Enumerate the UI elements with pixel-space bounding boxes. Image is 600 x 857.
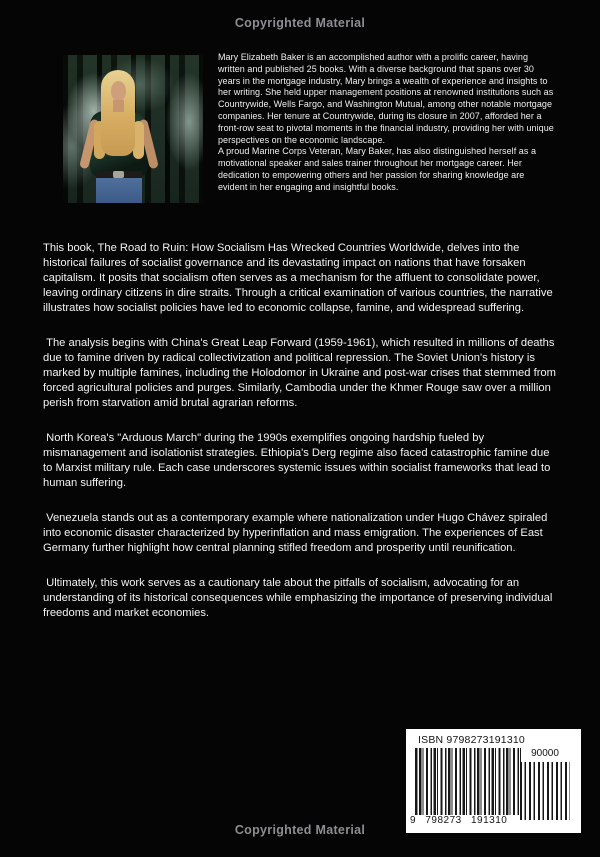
price-code-label: 90000	[531, 748, 559, 759]
photo-figure-face	[111, 81, 126, 101]
supplemental-barcode-bars	[520, 762, 570, 820]
book-synopsis	[43, 241, 559, 641]
photo-figure-neck	[113, 100, 124, 112]
author-bio	[218, 52, 555, 194]
ean-barcode-digits: 9 798273 191310	[410, 815, 508, 826]
photo-figure-jeans	[96, 175, 142, 203]
ean-barcode-bars	[415, 748, 521, 815]
photo-figure-belt-buckle	[113, 171, 124, 178]
isbn-label: ISBN 9798273191310	[418, 734, 525, 746]
synopsis-paragraph: This book, The Road to Ruin: How Socialism Has Wrecked Countries Worldwide, delves into the historical failures of socialist governance and its devastating impact on nations that have forsaken capitalism. It posits that socialism often serves as a mechanism for the affluent to consolidate power, leaving ordinary citizens in dire straits. Through a critical examination of various countries, the narrative illustrates how socialist policies have led to economic collapse, famine, and widespread suffering.	[43, 242, 556, 314]
author-photo	[63, 55, 203, 203]
synopsis-paragraph: North Korea's "Arduous March" during the 1990s exemplifies ongoing hardship fueled by mismanagement and isolationist strategies. Ethiopia's Derg regime also faced catastrophic famine due to Marxist military rule. Each case underscores systemic issues within socialist frameworks that lead to human suffering.	[43, 432, 554, 489]
synopsis-paragraph: Ultimately, this work serves as a cautionary tale about the pitfalls of socialism, advocating for an understanding of its historical consequences while emphasizing the importance of preserving individual freedoms and market economies.	[43, 577, 556, 619]
author-bio-paragraph: Mary Elizabeth Baker is an accomplished author with a prolific career, having written and published 25 books. With a diverse background that spans over 30 years in the mortgage industry, Mary brings a wealth of experience and insights to her writing. She held upper management positions at renowned institutions such as Countrywide, Wells Fargo, and Washington Mutual, among other notable mortgage companies. Her tenure at Countrywide, during its closure in 2007, afforded her a front-row seat to pivotal moments in the financial industry, providing her with unique perspectives on the economic landscape.	[218, 52, 554, 145]
isbn-barcode-box	[406, 729, 581, 833]
copyright-watermark-bottom: Copyrighted Material	[234, 823, 366, 837]
author-bio-paragraph: A proud Marine Corps Veteran, Mary Baker, has also distinguished herself as a motivational speaker and sales trainer throughout her mortgage career. Her dedication to empowering others and her passion for sharing knowledge are evident in her engaging and insightful books.	[218, 146, 537, 192]
synopsis-paragraph: The analysis begins with China's Great Leap Forward (1959-1961), which resulted in millions of deaths due to famine driven by radical collectivization and political repression. The Soviet Union's history is marked by multiple famines, including the Holodomor in Ukraine and post-war crises that stemmed from forced agricultural policies and purges. Similarly, Cambodia under the Khmer Rouge saw over a million perish from starvation amid brutal agrarian reforms.	[43, 337, 560, 409]
copyright-watermark-top: Copyrighted Material	[234, 16, 366, 30]
synopsis-paragraph: Venezuela stands out as a contemporary example where nationalization under Hugo Chávez spiraled into economic disaster characterized by hyperinflation and mass emigration. The experiences of East Germany further highlight how central planning stifled freedom and prosperity until reunification.	[43, 512, 551, 554]
